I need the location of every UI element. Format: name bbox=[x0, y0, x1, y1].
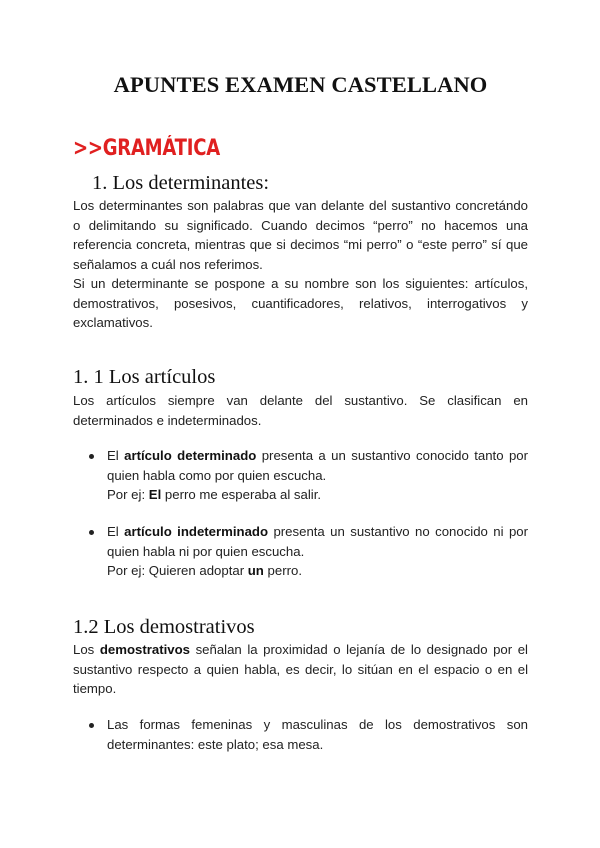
bullet-icon bbox=[89, 530, 94, 535]
list-item-articulo-indeterminado: El artículo indeterminado presenta un sustantivo no conocido ni por quien habla ni por quien escucha. Por ej: Quieren adoptar un perro. bbox=[89, 522, 528, 581]
list-item-articulo-determinado: El artículo determinado presenta a un sustantivo conocido tanto por quien habla como por quien escucha. Por ej: El perro me esperaba al salir. bbox=[89, 446, 528, 505]
heading-demostrativos: 1.2 Los demostrativos bbox=[73, 616, 255, 638]
heading-articulos: 1. 1 Los artículos bbox=[73, 366, 216, 388]
paragraph-determinantes-definition: Los determinantes son palabras que van delante del sustantivo concretándo o delimitando su significado. Cuando decimos “perro” no hacemos una referencia concreta, mientras que si decimos “mi perro” o “este perro” sí que señalamos a cuál nos referimos. bbox=[73, 198, 528, 272]
example-articulo-determinado: Por ej: El perro me esperaba al salir. bbox=[107, 487, 322, 503]
term-demostrativos: demostrativos bbox=[99, 642, 190, 657]
bullet-icon bbox=[89, 723, 94, 728]
articulo-indeterminado-list bbox=[89, 522, 528, 581]
articulo-determinado-list bbox=[89, 446, 528, 505]
paragraph-articulos: Los artículos siempre van delante del sustantivo. Se clasifican en determinados e indeterminados. bbox=[73, 393, 528, 428]
heading-determinantes: 1. Los determinantes: bbox=[92, 172, 270, 194]
list-item-demostrativos-formas: Las formas femeninas y masculinas de los demostrativos son determinantes: este plato; esa mesa. bbox=[89, 715, 528, 754]
section-heading-gramatica: >>GRAMÁTICA bbox=[73, 136, 220, 161]
bullet-icon bbox=[89, 454, 94, 459]
paragraph-demostrativos: Los demostrativos señalan la proximidad o lejanía de lo designado por el sustantivo respecto a quien habla, es decir, lo sitúan en el espacio o en el tiempo. bbox=[73, 642, 528, 697]
demostrativos-list bbox=[89, 715, 528, 754]
term-articulo-indeterminado: artículo indeterminado bbox=[124, 524, 269, 539]
example-articulo-indeterminado: Por ej: Quieren adoptar un perro. bbox=[107, 563, 302, 579]
paragraph-determinantes-types: Si un determinante se pospone a su nombre son los siguientes: artículos, demostrativos, posesivos, cuantificadores, relativos, interrogativos y exclamativos. bbox=[73, 276, 528, 331]
document-title: APUNTES EXAMEN CASTELLANO bbox=[113, 72, 488, 97]
term-articulo-determinado: artículo determinado bbox=[124, 448, 257, 463]
